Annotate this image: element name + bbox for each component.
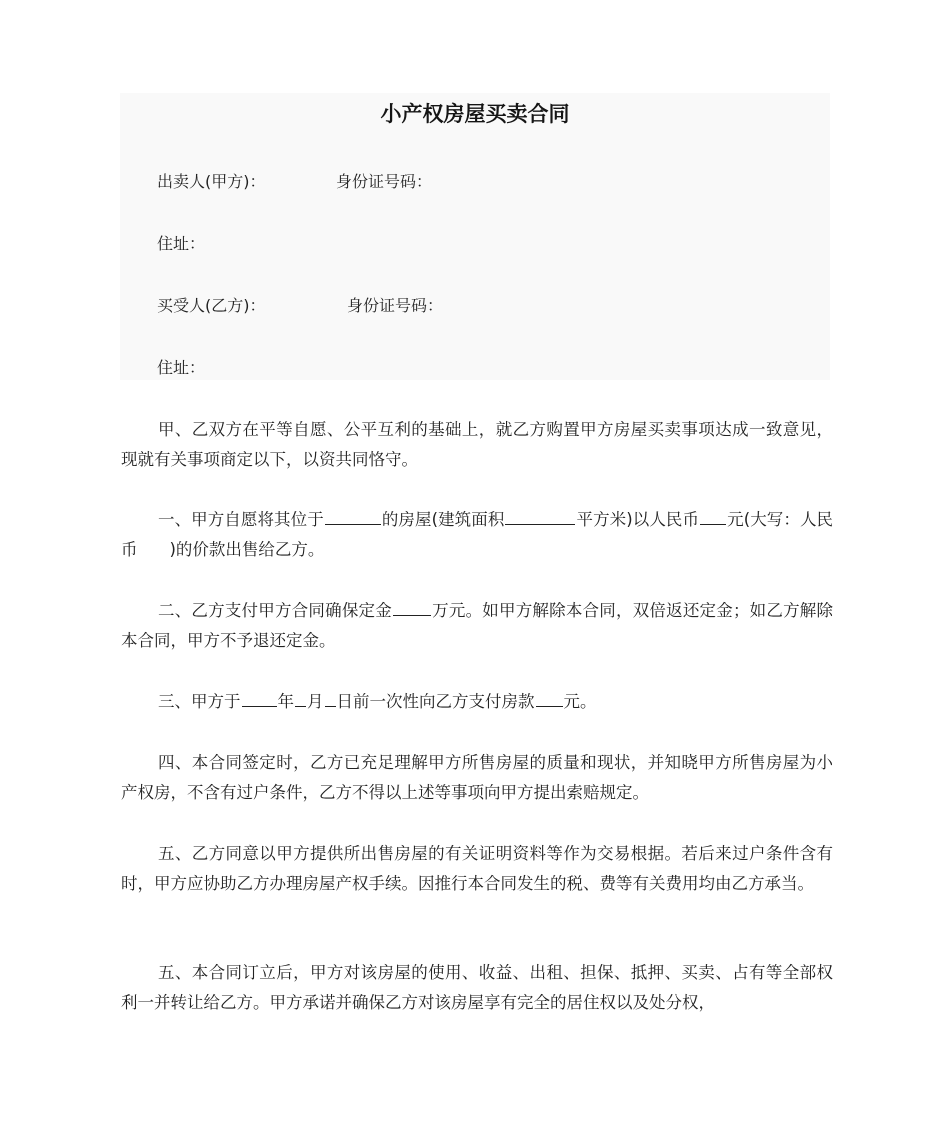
buyer-address-label: 住址： bbox=[157, 358, 206, 377]
seller-address-label: 住址： bbox=[157, 234, 206, 253]
buyer-id-label: 身份证号码： bbox=[347, 296, 444, 315]
clause-3-text-d: 日前一次性向乙方支付房款 bbox=[336, 692, 535, 711]
clause-3-text-c: 月 bbox=[307, 692, 324, 711]
seller-label: 出卖人(甲方)： bbox=[157, 172, 266, 191]
location-blank bbox=[325, 507, 381, 525]
clause-3-text-e: 元。 bbox=[563, 692, 597, 711]
month-blank bbox=[295, 689, 306, 707]
document-title: 小产权房屋买卖合同 bbox=[380, 102, 570, 126]
clause-4: 四、本合同签定时，乙方已充足理解甲方所售房屋的质量和现状，并知晓甲方所售房屋为小产权房，不含有过户条件，乙方不得以上述等事项向甲方提出索赔规定。 bbox=[121, 753, 833, 802]
clause-5: 五、乙方同意以甲方提供所出售房屋的有关证明资料等作为交易根据。若后来过户条件含有时，甲方应协助乙方办理房屋产权手续。因推行本合同发生的税、费等有关费用均由乙方承当。 bbox=[121, 844, 833, 893]
day-blank bbox=[325, 689, 336, 707]
clause-3-text-b: 年 bbox=[277, 692, 294, 711]
clause-3-text-a: 三、甲方于 bbox=[158, 692, 241, 711]
clause-1-text-c: 平方米)以人民币 bbox=[576, 510, 700, 529]
clause-2 bbox=[121, 596, 833, 656]
clause-1-text-d: 元(大写：人民币 bbox=[121, 510, 834, 559]
clause-2-text-a: 二、乙方支付甲方合同确保定金 bbox=[158, 601, 392, 620]
intro-paragraph: 甲、乙双方在平等自愿、公平互利的基础上，就乙方购置甲方房屋买卖事项达成一致意见，现就有关事项商定以下，以资共同恪守。 bbox=[121, 420, 833, 469]
deposit-blank bbox=[393, 598, 431, 616]
clause-1-text-b: 的房屋(建筑面积 bbox=[381, 510, 505, 529]
seller-id-label: 身份证号码： bbox=[336, 172, 433, 191]
clause-1 bbox=[121, 505, 833, 565]
payment-blank bbox=[536, 689, 563, 707]
clause-2-text-b: 万元。如甲方解除本合同，双倍返还定金；如乙方解除本合同，甲方不予退还定金。 bbox=[121, 601, 834, 650]
clause-1-text-e: )的价款出售给乙方。 bbox=[169, 540, 325, 559]
price-blank bbox=[700, 507, 726, 525]
clause-3 bbox=[121, 687, 833, 717]
year-blank bbox=[242, 689, 277, 707]
area-blank bbox=[505, 507, 575, 525]
header-panel bbox=[120, 93, 830, 380]
buyer-label: 买受人(乙方)： bbox=[157, 296, 266, 315]
clause-1-text-a: 一、甲方自愿将其位于 bbox=[158, 510, 324, 529]
clause-6: 五、本合同订立后，甲方对该房屋的使用、收益、出租、担保、抵押、买卖、占有等全部权利一并转让给乙方。甲方承诺并确保乙方对该房屋享有完全的居住权以及处分权， bbox=[121, 963, 833, 1012]
